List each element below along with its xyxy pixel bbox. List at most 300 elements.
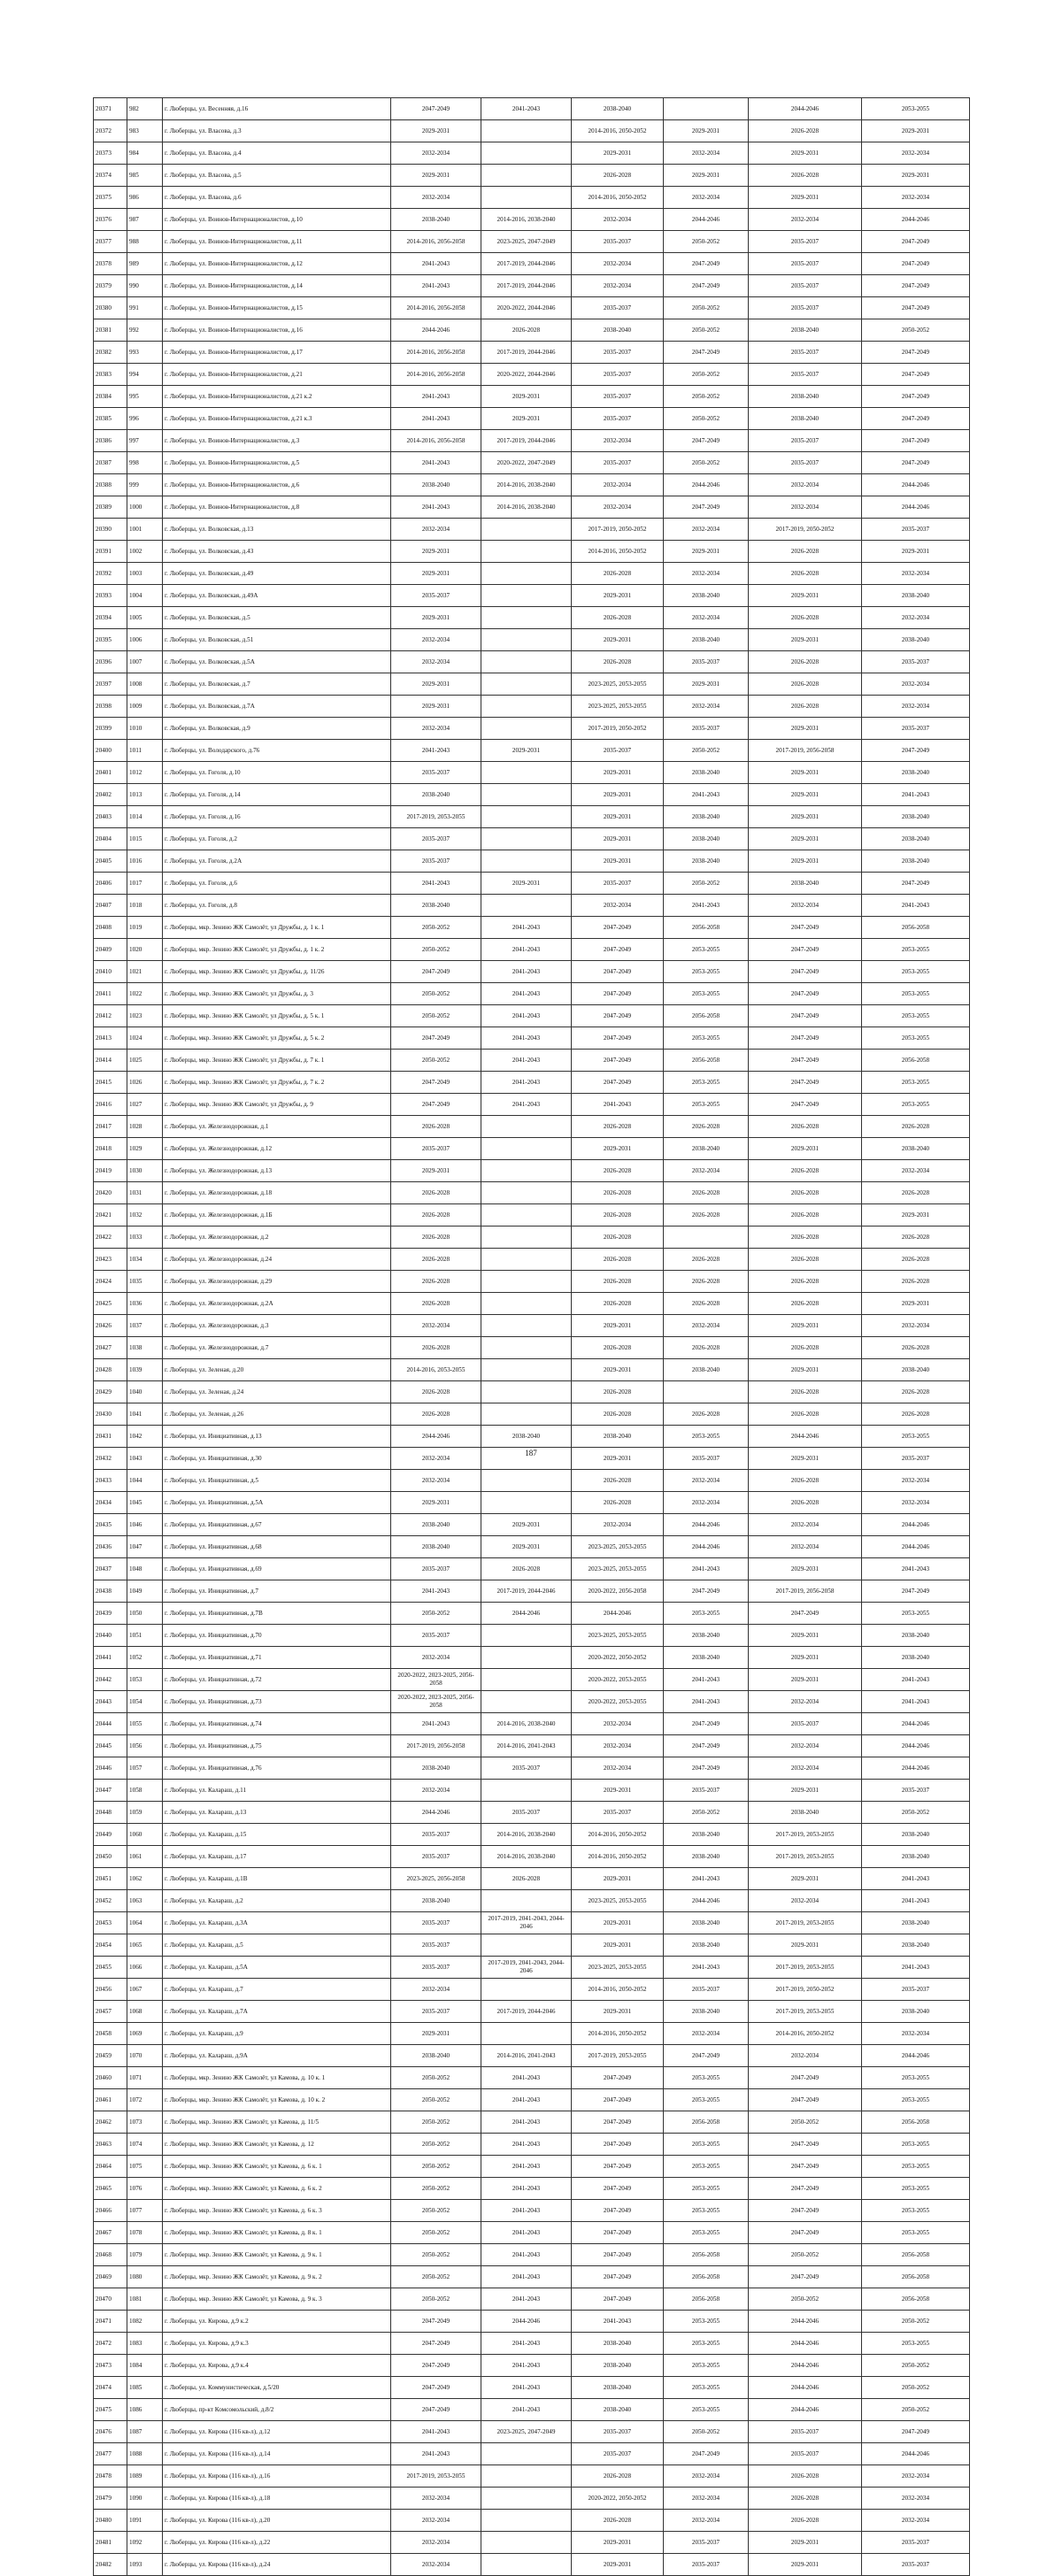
period-6-cell: 2032-2034 (862, 142, 970, 165)
row-number-cell: 20473 (94, 2355, 127, 2377)
row-number-cell: 20464 (94, 2156, 127, 2178)
address-cell: г. Люберцы, мкр. Зенино ЖК Самолёт, ул Дружбы, д. 7 к. 2 (163, 1072, 391, 1094)
period-3-cell: 2014-2016, 2050-2052 (572, 1979, 664, 2001)
item-number-cell: 1058 (127, 1780, 163, 1802)
address-cell: г. Люберцы, ул. Инициативная, д.5 (163, 1470, 391, 1492)
period-3-cell: 2020-2022, 2053-2055 (572, 1691, 664, 1713)
period-1-cell: 2038-2040 (391, 1757, 481, 1780)
period-4-cell: 2032-2034 (664, 2488, 749, 2510)
period-6-cell: 2047-2049 (862, 408, 970, 430)
address-cell: г. Люберцы, ул. Кирова (116 кв-л), д.16 (163, 2465, 391, 2488)
period-3-cell: 2044-2046 (572, 1603, 664, 1625)
period-2-cell (481, 165, 572, 187)
address-cell: г. Люберцы, ул. Инициативная, д.67 (163, 1514, 391, 1536)
period-3-cell: 2047-2049 (572, 2244, 664, 2266)
period-5-cell: 2047-2049 (749, 2134, 862, 2156)
address-cell: г. Люберцы, ул. Гоголя, д.10 (163, 762, 391, 784)
period-1-cell: 2032-2034 (391, 519, 481, 541)
period-5-cell: 2026-2028 (749, 1116, 862, 1138)
row-number-cell: 20454 (94, 1934, 127, 1957)
period-1-cell: 2047-2049 (391, 2311, 481, 2333)
period-3-cell: 2047-2049 (572, 961, 664, 983)
period-2-cell: 2029-2031 (481, 1536, 572, 1558)
period-1-cell: 2020-2022, 2023-2025, 2056-2058 (391, 1691, 481, 1713)
period-3-cell: 2014-2016, 2050-2052 (572, 2023, 664, 2045)
address-cell: г. Люберцы, ул. Кирова, д.9 к.2 (163, 2311, 391, 2333)
period-6-cell: 2050-2052 (862, 2355, 970, 2377)
row-number-cell: 20405 (94, 850, 127, 873)
period-4-cell: 2053-2055 (664, 2156, 749, 2178)
period-4-cell: 2056-2058 (664, 2266, 749, 2288)
period-6-cell: 2053-2055 (862, 1603, 970, 1625)
row-number-cell: 20394 (94, 607, 127, 629)
item-number-cell: 1074 (127, 2134, 163, 2156)
address-cell: г. Люберцы, мкр. Зенино ЖК Самолёт, ул Камова, д. 8 к. 1 (163, 2222, 391, 2244)
period-2-cell (481, 1138, 572, 1160)
period-3-cell: 2029-2031 (572, 2001, 664, 2023)
period-5-cell: 2047-2049 (749, 1005, 862, 1027)
item-number-cell: 1011 (127, 740, 163, 762)
period-2-cell: 2041-2043 (481, 2266, 572, 2288)
period-2-cell (481, 1669, 572, 1691)
item-number-cell: 1082 (127, 2311, 163, 2333)
period-5-cell: 2032-2034 (749, 1890, 862, 1912)
period-5-cell: 2047-2049 (749, 2067, 862, 2089)
table-row (94, 2288, 970, 2311)
item-number-cell: 1041 (127, 1403, 163, 1426)
period-3-cell: 2038-2040 (572, 98, 664, 120)
table-row (94, 2554, 970, 2576)
address-cell: г. Люберцы, ул. Инициативная, д.76 (163, 1757, 391, 1780)
period-2-cell (481, 1226, 572, 1249)
row-number-cell: 20448 (94, 1802, 127, 1824)
period-6-cell: 2056-2058 (862, 2244, 970, 2266)
period-1-cell: 2050-2052 (391, 1005, 481, 1027)
period-2-cell: 2041-2043 (481, 2178, 572, 2200)
row-number-cell: 20441 (94, 1647, 127, 1669)
period-1-cell: 2041-2043 (391, 452, 481, 474)
item-number-cell: 1047 (127, 1536, 163, 1558)
period-2-cell: 2041-2043 (481, 98, 572, 120)
period-2-cell (481, 850, 572, 873)
address-cell: г. Люберцы, мкр. Зенино ЖК Самолёт, ул Дружбы, д. 5 к. 1 (163, 1005, 391, 1027)
period-1-cell: 2035-2037 (391, 850, 481, 873)
period-6-cell: 2047-2049 (862, 231, 970, 253)
period-6-cell: 2038-2040 (862, 1647, 970, 1669)
period-4-cell: 2050-2052 (664, 386, 749, 408)
period-3-cell: 2035-2037 (572, 386, 664, 408)
period-2-cell: 2041-2043 (481, 2377, 572, 2399)
address-cell: г. Люберцы, ул. Калараш, д.1В (163, 1868, 391, 1890)
period-4-cell: 2026-2028 (664, 1293, 749, 1315)
table-row (94, 297, 970, 319)
period-5-cell: 2047-2049 (749, 2089, 862, 2111)
period-4-cell: 2026-2028 (664, 1116, 749, 1138)
row-number-cell: 20420 (94, 1182, 127, 1204)
item-number-cell: 1027 (127, 1094, 163, 1116)
period-1-cell: 2023-2025, 2056-2058 (391, 1868, 481, 1890)
item-number-cell: 987 (127, 209, 163, 231)
item-number-cell: 1006 (127, 629, 163, 651)
table-row (94, 1005, 970, 1027)
table-row (94, 2532, 970, 2554)
period-2-cell (481, 651, 572, 673)
period-1-cell: 2047-2049 (391, 2399, 481, 2421)
period-1-cell: 2044-2046 (391, 1802, 481, 1824)
period-4-cell: 2041-2043 (664, 1868, 749, 1890)
period-2-cell (481, 1204, 572, 1226)
period-5-cell: 2047-2049 (749, 917, 862, 939)
period-6-cell: 2038-2040 (862, 585, 970, 607)
period-4-cell: 2053-2055 (664, 2355, 749, 2377)
period-6-cell: 2035-2037 (862, 1448, 970, 1470)
row-number-cell: 20468 (94, 2244, 127, 2266)
period-6-cell: 2038-2040 (862, 1824, 970, 1846)
period-6-cell: 2053-2055 (862, 961, 970, 983)
period-4-cell: 2053-2055 (664, 2067, 749, 2089)
period-2-cell (481, 1293, 572, 1315)
item-number-cell: 1023 (127, 1005, 163, 1027)
period-2-cell (481, 1647, 572, 1669)
address-cell: г. Люберцы, ул. Гоголя, д.16 (163, 806, 391, 828)
address-cell: г. Люберцы, ул. Кирова (116 кв-л), д.18 (163, 2488, 391, 2510)
period-5-cell: 2032-2034 (749, 1536, 862, 1558)
period-2-cell (481, 1691, 572, 1713)
row-number-cell: 20374 (94, 165, 127, 187)
row-number-cell: 20440 (94, 1625, 127, 1647)
period-2-cell: 2035-2037 (481, 1802, 572, 1824)
period-1-cell: 2041-2043 (391, 2443, 481, 2465)
period-1-cell: 2047-2049 (391, 98, 481, 120)
period-2-cell (481, 1315, 572, 1337)
period-1-cell: 2032-2034 (391, 142, 481, 165)
table-row (94, 806, 970, 828)
period-1-cell: 2032-2034 (391, 1315, 481, 1337)
table-row (94, 629, 970, 651)
address-cell: г. Люберцы, ул. Железнодорожная, д.13 (163, 1160, 391, 1182)
row-number-cell: 20392 (94, 563, 127, 585)
row-number-cell: 20403 (94, 806, 127, 828)
period-3-cell: 2026-2028 (572, 2465, 664, 2488)
address-cell: г. Люберцы, ул. Власова, д.4 (163, 142, 391, 165)
period-5-cell: 2035-2037 (749, 2421, 862, 2443)
period-5-cell: 2029-2031 (749, 1359, 862, 1381)
address-cell: г. Люберцы, ул. Инициативная, д.70 (163, 1625, 391, 1647)
table-row (94, 2443, 970, 2465)
table-row (94, 961, 970, 983)
row-number-cell: 20469 (94, 2266, 127, 2288)
period-4-cell: 2047-2049 (664, 1580, 749, 1603)
address-cell: г. Люберцы, мкр. Зенино ЖК Самолёт, ул Камова, д. 10 к. 1 (163, 2067, 391, 2089)
period-4-cell: 2050-2052 (664, 364, 749, 386)
period-5-cell: 2032-2034 (749, 1735, 862, 1757)
item-number-cell: 1085 (127, 2377, 163, 2399)
table-row (94, 2488, 970, 2510)
item-number-cell: 1036 (127, 1293, 163, 1315)
period-2-cell (481, 1890, 572, 1912)
period-1-cell: 2029-2031 (391, 2023, 481, 2045)
period-6-cell: 2038-2040 (862, 806, 970, 828)
period-5-cell: 2026-2028 (749, 1492, 862, 1514)
period-1-cell: 2041-2043 (391, 408, 481, 430)
period-3-cell: 2029-2031 (572, 762, 664, 784)
period-4-cell: 2032-2034 (664, 2510, 749, 2532)
period-4-cell: 2038-2040 (664, 2001, 749, 2023)
item-number-cell: 1063 (127, 1890, 163, 1912)
period-3-cell: 2029-2031 (572, 585, 664, 607)
period-1-cell: 2035-2037 (391, 1957, 481, 1979)
period-1-cell: 2035-2037 (391, 762, 481, 784)
address-cell: г. Люберцы, ул. Кирова (116 кв-л), д.24 (163, 2554, 391, 2576)
period-6-cell: 2053-2055 (862, 2222, 970, 2244)
table-row (94, 2510, 970, 2532)
period-3-cell: 2026-2028 (572, 1226, 664, 1249)
row-number-cell: 20422 (94, 1226, 127, 1249)
table-row (94, 1558, 970, 1580)
row-number-cell: 20480 (94, 2510, 127, 2532)
period-5-cell: 2050-2052 (749, 2244, 862, 2266)
period-6-cell: 2047-2049 (862, 275, 970, 297)
period-4-cell: 2044-2046 (664, 1514, 749, 1536)
period-1-cell: 2029-2031 (391, 696, 481, 718)
period-2-cell (481, 895, 572, 917)
row-number-cell: 20429 (94, 1381, 127, 1403)
period-3-cell: 2029-2031 (572, 629, 664, 651)
table-row (94, 2178, 970, 2200)
period-6-cell: 2047-2049 (862, 253, 970, 275)
period-3-cell: 2014-2016, 2050-2052 (572, 1846, 664, 1868)
period-4-cell: 2026-2028 (664, 1337, 749, 1359)
period-6-cell: 2032-2034 (862, 187, 970, 209)
period-6-cell: 2041-2043 (862, 1691, 970, 1713)
period-4-cell: 2053-2055 (664, 1426, 749, 1448)
address-cell: г. Люберцы, ул. Воинов-Интернационалистов, д.16 (163, 319, 391, 342)
row-number-cell: 20382 (94, 342, 127, 364)
period-3-cell: 2023-2025, 2053-2055 (572, 1558, 664, 1580)
table-row (94, 1514, 970, 1536)
address-cell: г. Люберцы, ул. Воинов-Интернационалистов, д.6 (163, 474, 391, 496)
item-number-cell: 1015 (127, 828, 163, 850)
address-cell: г. Люберцы, пр-кт Комсомольский, д.8/2 (163, 2399, 391, 2421)
period-1-cell: 2041-2043 (391, 253, 481, 275)
address-cell: г. Люберцы, мкр. Зенино ЖК Самолёт, ул Камова, д. 11/5 (163, 2111, 391, 2134)
period-5-cell: 2029-2031 (749, 142, 862, 165)
period-2-cell (481, 1780, 572, 1802)
row-number-cell: 20459 (94, 2045, 127, 2067)
item-number-cell: 998 (127, 452, 163, 474)
period-1-cell: 2029-2031 (391, 563, 481, 585)
address-cell: г. Люберцы, ул. Гоголя, д.2А (163, 850, 391, 873)
period-5-cell: 2029-2031 (749, 850, 862, 873)
period-4-cell: 2047-2049 (664, 1713, 749, 1735)
period-2-cell (481, 2465, 572, 2488)
row-number-cell: 20415 (94, 1072, 127, 1094)
table-row (94, 718, 970, 740)
period-2-cell (481, 1337, 572, 1359)
row-number-cell: 20378 (94, 253, 127, 275)
period-4-cell: 2056-2058 (664, 2244, 749, 2266)
period-5-cell: 2029-2031 (749, 1934, 862, 1957)
address-cell: г. Люберцы, ул. Воинов-Интернационалистов, д.12 (163, 253, 391, 275)
period-4-cell: 2032-2034 (664, 696, 749, 718)
period-4-cell: 2032-2034 (664, 2023, 749, 2045)
period-1-cell: 2050-2052 (391, 2288, 481, 2311)
address-cell: г. Люберцы, ул. Калараш, д.13 (163, 1802, 391, 1824)
address-cell: г. Люберцы, ул. Инициативная, д.74 (163, 1713, 391, 1735)
period-3-cell: 2038-2040 (572, 2333, 664, 2355)
address-cell: г. Люберцы, ул. Калараш, д.17 (163, 1846, 391, 1868)
table-row (94, 1050, 970, 1072)
period-3-cell: 2026-2028 (572, 1249, 664, 1271)
period-6-cell: 2035-2037 (862, 718, 970, 740)
period-2-cell: 2017-2019, 2041-2043, 2044-2046 (481, 1912, 572, 1934)
period-3-cell: 2047-2049 (572, 917, 664, 939)
period-5-cell: 2026-2028 (749, 1249, 862, 1271)
period-4-cell: 2056-2058 (664, 1050, 749, 1072)
row-number-cell: 20380 (94, 297, 127, 319)
period-2-cell: 2029-2031 (481, 873, 572, 895)
period-4-cell: 2026-2028 (664, 1249, 749, 1271)
period-3-cell: 2035-2037 (572, 873, 664, 895)
table-row (94, 2311, 970, 2333)
period-2-cell: 2041-2043 (481, 961, 572, 983)
address-cell: г. Люберцы, ул. Волковская, д.7А (163, 696, 391, 718)
item-number-cell: 1004 (127, 585, 163, 607)
period-4-cell: 2032-2034 (664, 607, 749, 629)
address-cell: г. Люберцы, ул. Калараш, д.9 (163, 2023, 391, 2045)
row-number-cell: 20408 (94, 917, 127, 939)
period-2-cell (481, 1160, 572, 1182)
period-4-cell: 2032-2034 (664, 1492, 749, 1514)
item-number-cell: 1022 (127, 983, 163, 1005)
period-3-cell: 2038-2040 (572, 2377, 664, 2399)
period-5-cell: 2047-2049 (749, 2222, 862, 2244)
period-3-cell: 2047-2049 (572, 2200, 664, 2222)
item-number-cell: 1021 (127, 961, 163, 983)
row-number-cell: 20391 (94, 541, 127, 563)
period-5-cell: 2032-2034 (749, 2045, 862, 2067)
row-number-cell: 20428 (94, 1359, 127, 1381)
period-4-cell: 2038-2040 (664, 1912, 749, 1934)
row-number-cell: 20416 (94, 1094, 127, 1116)
period-6-cell: 2038-2040 (862, 762, 970, 784)
item-number-cell: 1092 (127, 2532, 163, 2554)
period-2-cell: 2017-2019, 2044-2046 (481, 1580, 572, 1603)
period-3-cell: 2032-2034 (572, 209, 664, 231)
period-4-cell: 2026-2028 (664, 1271, 749, 1293)
period-6-cell: 2041-2043 (862, 784, 970, 806)
period-2-cell: 2041-2043 (481, 1094, 572, 1116)
period-4-cell: 2038-2040 (664, 1625, 749, 1647)
period-4-cell: 2038-2040 (664, 1647, 749, 1669)
period-6-cell: 2032-2034 (862, 1492, 970, 1514)
table-row (94, 607, 970, 629)
period-2-cell: 2020-2022, 2044-2046 (481, 364, 572, 386)
item-number-cell: 1033 (127, 1226, 163, 1249)
period-5-cell: 2038-2040 (749, 319, 862, 342)
period-1-cell: 2026-2028 (391, 1271, 481, 1293)
table-row (94, 231, 970, 253)
item-number-cell: 1083 (127, 2333, 163, 2355)
address-cell: г. Люберцы, ул. Воинов-Интернационалистов, д.10 (163, 209, 391, 231)
table-row (94, 474, 970, 496)
address-cell: г. Люберцы, ул. Инициативная, д.30 (163, 1448, 391, 1470)
period-3-cell: 2047-2049 (572, 2266, 664, 2288)
row-number-cell: 20427 (94, 1337, 127, 1359)
period-5-cell: 2044-2046 (749, 2311, 862, 2333)
period-5-cell: 2017-2019, 2056-2058 (749, 740, 862, 762)
address-cell: г. Люберцы, мкр. Зенино ЖК Самолёт, ул Камова, д. 12 (163, 2134, 391, 2156)
period-5-cell: 2038-2040 (749, 873, 862, 895)
period-3-cell: 2032-2034 (572, 1713, 664, 1735)
address-cell: г. Люберцы, ул. Инициативная, д.7 (163, 1580, 391, 1603)
item-number-cell: 1064 (127, 1912, 163, 1934)
address-cell: г. Люберцы, ул. Волковская, д.49 (163, 563, 391, 585)
period-3-cell: 2029-2031 (572, 1359, 664, 1381)
row-number-cell: 20409 (94, 939, 127, 961)
period-1-cell: 2032-2034 (391, 187, 481, 209)
period-6-cell: 2026-2028 (862, 1249, 970, 1271)
address-cell: г. Люберцы, ул. Кирова, д.9 к.3 (163, 2333, 391, 2355)
row-number-cell: 20384 (94, 386, 127, 408)
period-3-cell: 2026-2028 (572, 1204, 664, 1226)
period-3-cell: 2026-2028 (572, 1381, 664, 1403)
period-5-cell: 2047-2049 (749, 1603, 862, 1625)
period-4-cell: 2038-2040 (664, 1824, 749, 1846)
period-4-cell: 2032-2034 (664, 1315, 749, 1337)
period-5-cell: 2032-2034 (749, 1691, 862, 1713)
address-cell: г. Люберцы, ул. Весенняя, д.16 (163, 98, 391, 120)
item-number-cell: 1016 (127, 850, 163, 873)
item-number-cell: 983 (127, 120, 163, 142)
row-number-cell: 20432 (94, 1448, 127, 1470)
period-2-cell: 2041-2043 (481, 2399, 572, 2421)
period-3-cell: 2029-2031 (572, 1912, 664, 1934)
period-4-cell: 2047-2049 (664, 275, 749, 297)
period-5-cell: 2017-2019, 2056-2058 (749, 1580, 862, 1603)
address-cell: г. Люберцы, ул. Железнодорожная, д.2А (163, 1293, 391, 1315)
period-3-cell: 2032-2034 (572, 1735, 664, 1757)
address-cell: г. Люберцы, ул. Гоголя, д.8 (163, 895, 391, 917)
period-1-cell: 2047-2049 (391, 1094, 481, 1116)
row-number-cell: 20451 (94, 1868, 127, 1890)
period-4-cell: 2053-2055 (664, 2178, 749, 2200)
period-5-cell: 2032-2034 (749, 1757, 862, 1780)
period-6-cell: 2053-2055 (862, 1094, 970, 1116)
period-1-cell: 2026-2028 (391, 1381, 481, 1403)
row-number-cell: 20447 (94, 1780, 127, 1802)
item-number-cell: 1037 (127, 1315, 163, 1337)
period-3-cell: 2047-2049 (572, 2156, 664, 2178)
item-number-cell: 1013 (127, 784, 163, 806)
period-6-cell: 2032-2034 (862, 696, 970, 718)
item-number-cell: 1069 (127, 2023, 163, 2045)
period-6-cell: 2029-2031 (862, 120, 970, 142)
period-1-cell: 2032-2034 (391, 1979, 481, 2001)
period-5-cell: 2035-2037 (749, 253, 862, 275)
period-5-cell: 2026-2028 (749, 1293, 862, 1315)
page-number: 187 (525, 1449, 537, 1457)
item-number-cell: 1093 (127, 2554, 163, 2576)
item-number-cell: 1055 (127, 1713, 163, 1735)
period-1-cell: 2038-2040 (391, 895, 481, 917)
row-number-cell: 20435 (94, 1514, 127, 1536)
table-row (94, 2399, 970, 2421)
period-6-cell: 2047-2049 (862, 2421, 970, 2443)
period-2-cell: 2041-2043 (481, 2244, 572, 2266)
period-4-cell: 2053-2055 (664, 1094, 749, 1116)
table-row (94, 2333, 970, 2355)
